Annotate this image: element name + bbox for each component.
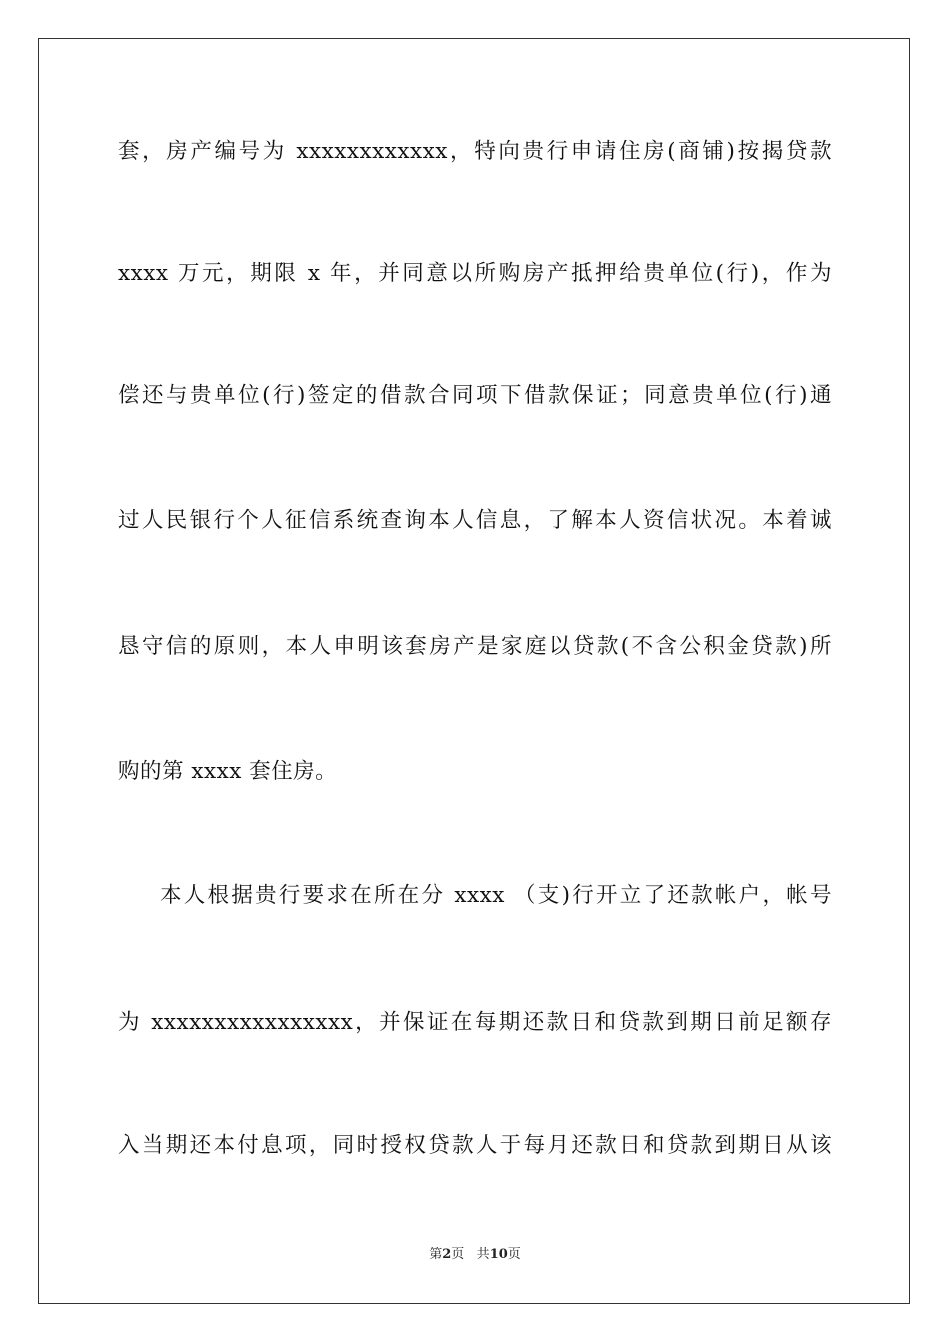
page-border [38, 38, 910, 1304]
text-line-8: 为 xxxxxxxxxxxxxxxx，并保证在每期还款日和贷款到期日前足额存 [118, 1010, 832, 1035]
text-line-2: xxxx 万元，期限 x 年，并同意以所购房产抵押给贵单位(行)，作为 [118, 261, 832, 286]
total-label-prefix: 共 [476, 1247, 490, 1262]
text-line-5: 恳守信的原则，本人申明该套房产是家庭以贷款(不含公积金贷款)所 [118, 634, 832, 659]
text-line-3: 偿还与贵单位(行)签定的借款合同项下借款保证；同意贵单位(行)通 [118, 383, 832, 408]
text-line-7: 本人根据贵行要求在所在分 xxxx （支)行开立了还款帐户，帐号 [160, 883, 832, 908]
page-footer [0, 1246, 950, 1264]
page-number: 2 [442, 1247, 452, 1262]
text-line-6: 购的第 xxxx 套住房。 [118, 759, 338, 784]
text-line-1: 套，房产编号为 xxxxxxxxxxxx，特向贵行申请住房(商铺)按揭贷款 [118, 139, 832, 164]
page-label-suffix: 页 [451, 1247, 465, 1262]
page-label-prefix: 第 [429, 1247, 443, 1262]
text-line-4: 过人民银行个人征信系统查询本人信息，了解本人资信状况。本着诚 [118, 508, 832, 533]
total-label-suffix: 页 [507, 1247, 521, 1262]
total-pages: 10 [489, 1247, 508, 1262]
text-line-9: 入当期还本付息项，同时授权贷款人于每月还款日和贷款到期日从该 [118, 1133, 832, 1158]
